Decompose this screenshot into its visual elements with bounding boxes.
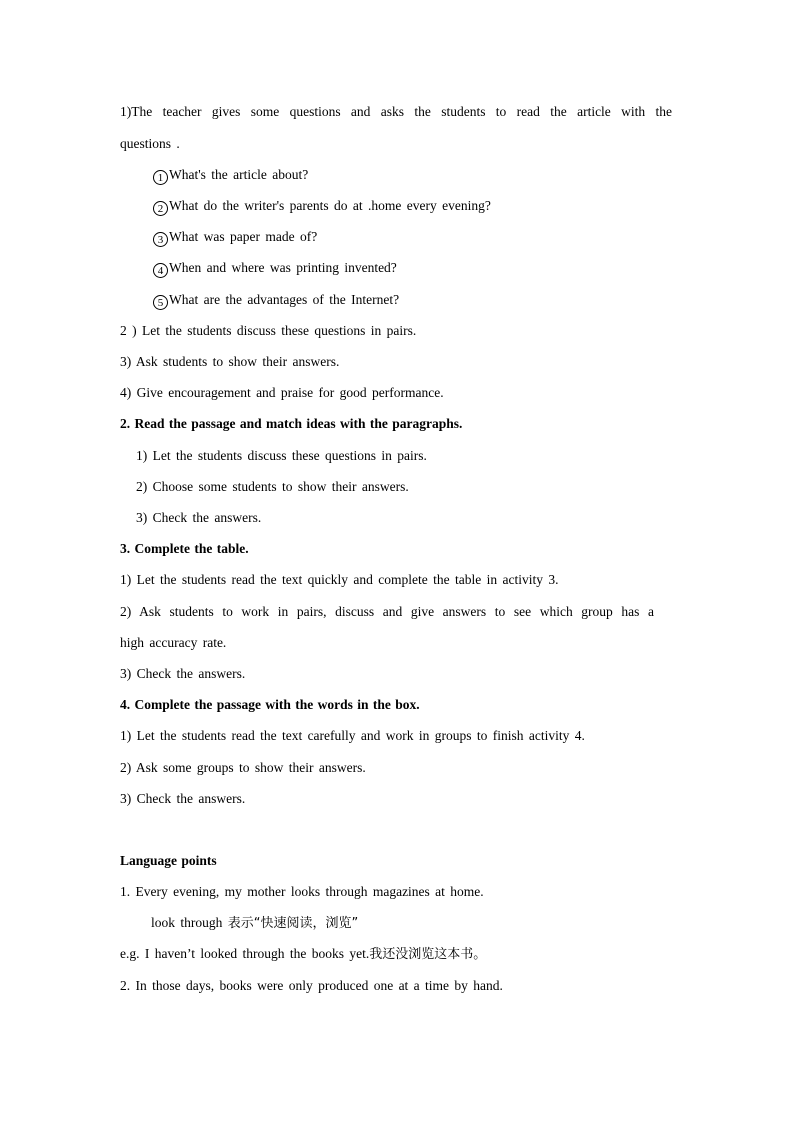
section-2-item: 1) Let the students discuss these questions in pairs. [136,448,427,463]
section-2-item: 2) Choose some students to show their answers. [136,479,409,494]
section-4-heading: 4. Complete the passage with the words in the box. [120,697,420,712]
question-4 [153,260,397,278]
question-5 [153,292,399,310]
example-en: e.g. I haven’t looked through the books yet. [120,946,370,961]
question-2 [153,198,491,216]
step-1-line-2: questions . [120,136,180,151]
step-3: 3) Ask students to show their answers. [120,354,340,369]
section-3-item-line-1: 2) Ask students to work in pairs, discuss and give answers to see which group has a [120,604,654,619]
question-1 [153,167,308,185]
example-sentence [120,946,486,963]
example-cn: 我还没浏览这本书。 [369,947,487,962]
section-4-item: 2) Ask some groups to show their answers. [120,760,366,775]
circled-number: 4 [153,263,168,278]
language-point-1: 1. Every evening, my mother looks through magazines at home. [120,884,484,899]
question-3 [153,229,317,247]
question-text: What do the writer's parents do at .home every evening? [169,198,491,213]
question-text: What was paper made of? [169,229,318,244]
question-text: When and where was printing invented? [169,260,397,275]
section-3-heading: 3. Complete the table. [120,541,249,556]
section-4-item: 1) Let the students read the text carefully and work in groups to finish activity 4. [120,728,585,743]
language-point-2: 2. In those days, books were only produced one at a time by hand. [120,978,503,993]
circled-number: 3 [153,232,168,247]
question-text: What's the article about? [169,167,309,182]
section-4-item: 3) Check the answers. [120,791,246,806]
section-3-item-line-2: high accuracy rate. [120,635,227,650]
circled-number: 2 [153,201,168,216]
phrase-en: look through [151,915,223,930]
section-2-heading: 2. Read the passage and match ideas with the paragraphs. [120,416,463,431]
step-2: 2 ) Let the students discuss these questions in pairs. [120,323,417,338]
section-2-item: 3) Check the answers. [136,510,262,525]
step-1-line-1: 1)The teacher gives some questions and asks the students to read the article with the [120,104,672,119]
language-points-heading: Language points [120,853,217,868]
phrase-explanation [151,915,358,932]
question-text: What are the advantages of the Internet? [169,292,400,307]
circled-number: 5 [153,295,168,310]
step-4: 4) Give encouragement and praise for good performance. [120,385,444,400]
phrase-cn: 表示“快速阅读，浏览” [227,916,359,931]
section-3-item: 3) Check the answers. [120,666,246,681]
section-3-item: 1) Let the students read the text quickly and complete the table in activity 3. [120,572,559,587]
circled-number: 1 [153,170,168,185]
